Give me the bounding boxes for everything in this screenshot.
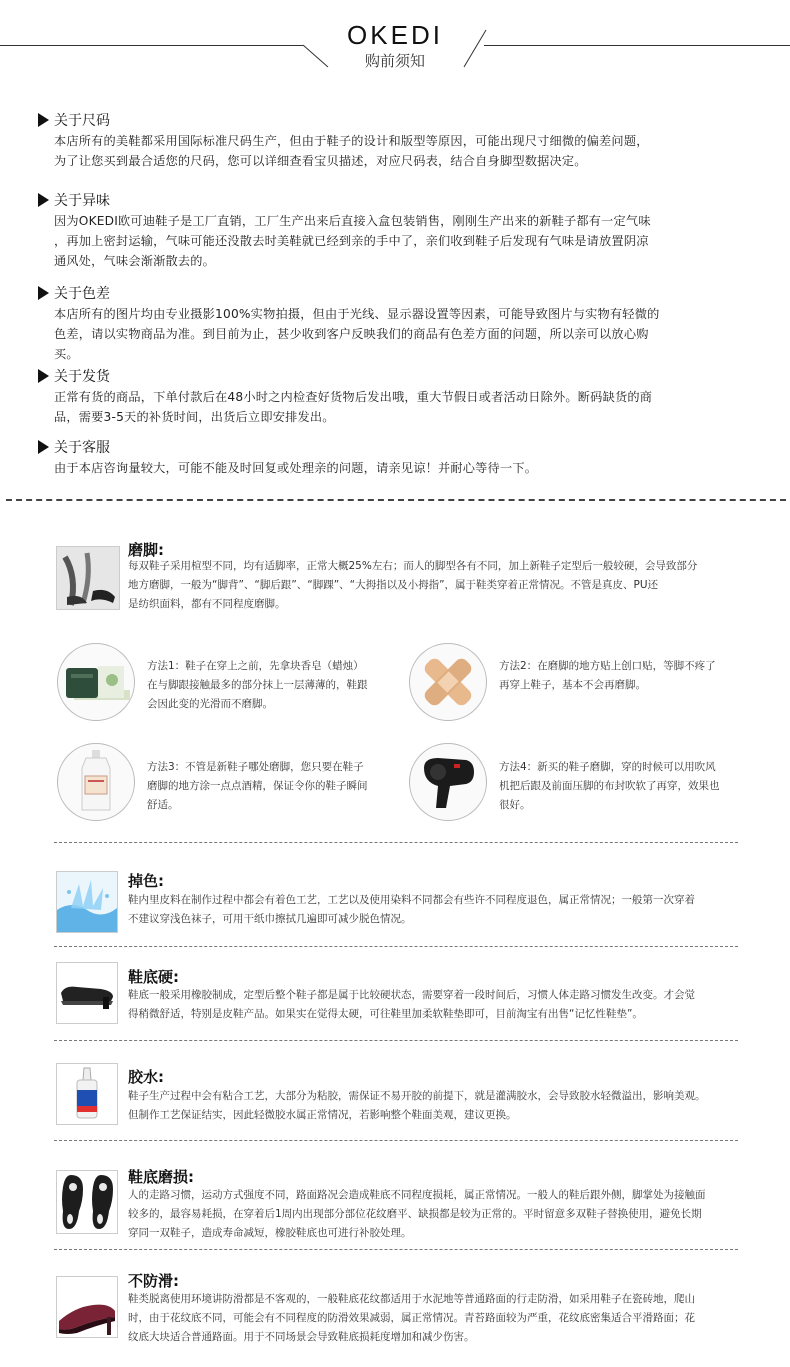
problem-body-xiedimosun (128, 1186, 706, 1243)
notice-title: 关于尺码 (54, 113, 110, 129)
method-2-text (499, 657, 716, 695)
body-line: 鞋子生产过程中会有粘合工艺，大部分为粘胶，需保证不易开胶的前提下，就是灌满胶水，会导致胶水轻微溢出，影响美观。 (128, 1090, 706, 1102)
notice-size (38, 111, 738, 171)
method-4-text (499, 758, 720, 815)
shoe-sole-photo (56, 962, 118, 1024)
notice-line: ，再加上密封运输，气味可能还没散去时美鞋就已经到亲的手中了，亲们收到鞋子后发现有气味是请放置阴凉 (54, 234, 649, 248)
triangle-bullet-icon (38, 113, 49, 127)
soap-photo (57, 643, 135, 721)
method-line: 方法3：不管是新鞋子哪处磨脚，您只要在鞋子 (147, 761, 364, 773)
worn-soles-photo (56, 1170, 118, 1234)
notice-line: 因为OKEDI欧可迪鞋子是工厂直销，工厂生产出来后直接入盒包装销售，刚刚生产出来的新鞋子都有一定气味 (54, 214, 651, 228)
hair-dryer-photo (409, 743, 487, 821)
triangle-bullet-icon (38, 369, 49, 383)
notice-title: 关于异味 (54, 193, 110, 209)
notice-title: 关于发货 (54, 369, 110, 385)
body-line: 穿同一双鞋子，造成寿命减短，橡胶鞋底也可进行补胶处理。 (128, 1227, 412, 1239)
body-line: 鞋内里皮料在制作过程中都会有着色工艺，工艺以及使用染料不同都会有些许不同程度退色，属正常情况；一般第一次穿着 (128, 894, 695, 906)
notice-line: 本店所有的美鞋都采用国际标准尺码生产，但由于鞋子的设计和版型等原因，可能出现尺寸细微的偏差问题， (54, 134, 649, 148)
body-line: 鞋类脱离使用环境讲防滑都是不客观的，一般鞋底花纹都适用于水泥地等普通路面的行走防滑，如采用鞋子在瓷砖地，爬山 (128, 1293, 695, 1305)
body-line: 时，由于花纹底不同，可能会有不同程度的防滑效果减弱，属正常情况。青苔路面较为严重，花纹底密集适合平滑路面；花 (128, 1312, 695, 1324)
method-line: 在与脚跟接触最多的部分抹上一层薄薄的，鞋跟 (147, 679, 368, 691)
problem-title-diaose: 掉色: (128, 872, 164, 890)
water-splash-photo (56, 871, 118, 933)
method-line: 方法4：新买的鞋子磨脚，穿的时候可以用吹风 (499, 761, 716, 773)
body-line: 每双鞋子采用楦型不同，均有适脚率，正常大概25%左右；而人的脚型各有不同，加上新鞋子定型后一般较硬，会导致部分 (128, 560, 698, 572)
problem-title-bufanghua: 不防滑: (128, 1272, 179, 1290)
dotted-divider (54, 1040, 738, 1041)
high-heel-photo (56, 1276, 118, 1338)
brand-subtitle: 购前须知 (364, 52, 425, 70)
notice-line: 品，需要3-5天的补货时间，出货后立即安排发出。 (54, 410, 335, 424)
problem-title-xiedimosun: 鞋底磨损: (128, 1168, 194, 1186)
notice-title: 关于客服 (54, 440, 110, 456)
section-divider (6, 499, 786, 501)
body-line: 得稍微舒适，特别是皮鞋产品。如果实在觉得太硬，可往鞋里加柔软鞋垫即可，目前淘宝有出售“记忆性鞋垫”。 (128, 1008, 643, 1020)
dotted-divider (54, 946, 738, 947)
notice-line: 买。 (54, 347, 79, 361)
glue-bottle-photo (56, 1063, 118, 1125)
problem-body-diaose (128, 891, 695, 929)
body-line: 鞋底一般采用橡胶制成，定型后整个鞋子都是属于比较硬状态，需要穿着一段时间后，习惯人体走路习惯发生改变。才会觉 (128, 989, 695, 1001)
body-line: 较多的，最容易耗损，在穿着后1周内出现部分部位花纹磨平、缺损都是较为正常的。平时留意多双鞋子替换使用，避免长期 (128, 1208, 702, 1220)
problem-body-bufanghua (128, 1290, 695, 1347)
method-1-text (147, 657, 368, 714)
method-line: 再穿上鞋子，基本不会再磨脚。 (499, 679, 646, 691)
triangle-bullet-icon (38, 440, 49, 454)
notice-color-difference (38, 284, 738, 364)
method-line: 会因此变的光滑而不磨脚。 (147, 698, 273, 710)
notice-line: 由于本店咨询量较大，可能不能及时回复或处理亲的问题，请亲见谅！并耐心等待一下。 (54, 461, 538, 475)
notice-line: 为了让您买到最合适您的尺码，您可以详细查看宝贝描述，对应尺码表，结合自身脚型数据决定。 (54, 154, 587, 168)
body-line: 不建议穿浅色袜子，可用干纸巾擦拭几遍即可减少脱色情况。 (128, 913, 412, 925)
dotted-divider (54, 1140, 738, 1141)
notice-line: 本店所有的图片均由专业摄影100%实物拍摄，但由于光线、显示器设置等因素，可能导致图片与实物有轻微的 (54, 307, 660, 321)
notice-customer-service (38, 438, 738, 478)
alcohol-bottle-photo (57, 743, 135, 821)
method-3-text (147, 758, 368, 815)
method-line: 机把后跟及前面压脚的布封吹软了再穿，效果也 (499, 780, 720, 792)
problem-title-jiaoshui: 胶水: (128, 1068, 164, 1086)
body-line: 纹底大块适合普通路面。用于不同场景会导致鞋底损耗度增加和减少伤害。 (128, 1331, 475, 1343)
method-line: 舒适。 (147, 799, 179, 811)
problem-title-mojiao: 磨脚: (128, 541, 164, 559)
notice-title: 关于色差 (54, 286, 110, 302)
notice-odor (38, 191, 738, 271)
dotted-divider (54, 1249, 738, 1250)
method-line: 方法2：在磨脚的地方贴上创口贴，等脚不疼了 (499, 660, 716, 672)
triangle-bullet-icon (38, 193, 49, 207)
body-line: 是纺织面料，都有不同程度磨脚。 (128, 598, 286, 610)
brand-title: OKEDI (347, 20, 443, 50)
triangle-bullet-icon (38, 286, 49, 300)
problem-body-xiediying (128, 986, 695, 1024)
method-line: 方法1：鞋子在穿上之前，先拿块香皂（蜡烛） (147, 660, 364, 672)
problem-title-xiediying: 鞋底硬: (128, 968, 179, 986)
bandage-photo (409, 643, 487, 721)
notice-line: 色差，请以实物商品为准。到目前为止，甚少收到客户反映我们的商品有色差方面的问题，所以亲可以放心购 (54, 327, 649, 341)
problem-body-mojiao (128, 557, 697, 614)
notice-line: 正常有货的商品，下单付款后在48小时之内检查好货物后发出哦，重大节假日或者活动日除外。断码缺货的商 (54, 390, 653, 404)
body-line: 人的走路习惯，运动方式强度不同，路面路况会造成鞋底不同程度损耗，属正常情况。一般人的鞋后跟外侧，脚掌处为接触面 (128, 1189, 706, 1201)
dotted-divider (54, 842, 738, 843)
body-line: 但制作工艺保证结实，因此轻微胶水属正常情况，若影响整个鞋面美观，建议更换。 (128, 1109, 517, 1121)
notice-shipping (38, 367, 738, 427)
problem-body-jiaoshui (128, 1087, 706, 1125)
notice-line: 通风处，气味会渐渐散去的。 (54, 254, 216, 268)
method-line: 很好。 (499, 799, 531, 811)
method-line: 磨脚的地方涂一点点酒精，保证令你的鞋子瞬间 (147, 780, 368, 792)
body-line: 地方磨脚，一般为“脚背”、“脚后跟”、“脚踝”、“大拇指以及小拇指”，属于鞋类穿着正常情况。不管是真皮、PU还 (128, 579, 659, 591)
feet-photo (56, 546, 120, 610)
